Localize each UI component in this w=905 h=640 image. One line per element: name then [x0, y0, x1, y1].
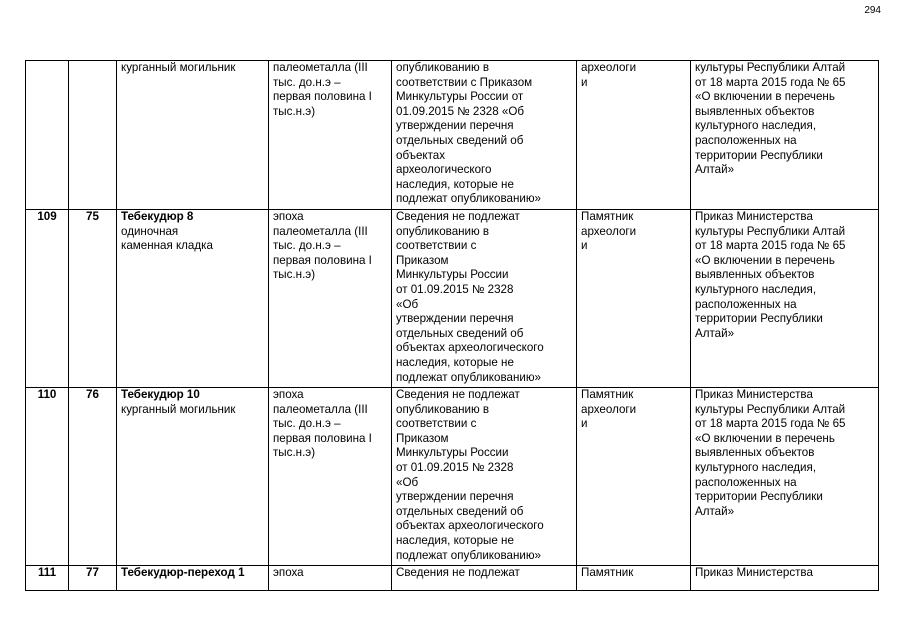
publication-cell: Сведения не подлежат [392, 566, 577, 591]
category-cell: Памятник [577, 566, 691, 591]
heritage-table [25, 60, 879, 591]
publication-cell: Сведения не подлежат опубликованию в соответствии с Приказом Минкультуры России от 01.09.2015 № 2328 «Об утверждении перечня отдельных сведений об объектах археологического наследия, которые не подлежат опубликованию» [392, 388, 577, 566]
object-name: Тебекудюр-переход 1 [121, 566, 245, 579]
category-cell: археологи и [577, 61, 691, 210]
category-cell: Памятник археологи и [577, 210, 691, 388]
document-cell: Приказ Министерства культуры Республики Алтай от 18 марта 2015 года № 65 «О включении в перечень выявленных объектов культурного наследия, расположенных на территории Республики Алтай» [691, 210, 879, 388]
publication-cell: Сведения не подлежат опубликованию в соответствии с Приказом Минкультуры России от 01.09.2015 № 2328 «Об утверждении перечня отдельных сведений об объектах археологического наследия, которые не подлежат опубликованию» [392, 210, 577, 388]
row-sub-number: 77 [69, 566, 117, 591]
row-number: 110 [26, 388, 69, 566]
table-row [26, 566, 879, 591]
table-row [26, 61, 879, 210]
dating-cell: эпоха палеометалла (III тыс. до.н.э – первая половина I тыс.н.э) [269, 388, 392, 566]
dating-cell: эпоха [269, 566, 392, 591]
category-cell: Памятник археологи и [577, 388, 691, 566]
object-name: Тебекудюр 8 [121, 210, 194, 223]
row-sub-number: 76 [69, 388, 117, 566]
row-number: 109 [26, 210, 69, 388]
object-name-cell [117, 388, 269, 566]
row-number [26, 61, 69, 210]
document-cell: Приказ Министерства культуры Республики Алтай от 18 марта 2015 года № 65 «О включении в перечень выявленных объектов культурного наследия, расположенных на территории Республики Алтай» [691, 388, 879, 566]
row-number: 111 [26, 566, 69, 591]
publication-cell: опубликованию в соответствии с Приказом Минкультуры России от 01.09.2015 № 2328 «Об утверждении перечня отдельных сведений об объектах археологического наследия, которые не подлежат опубликованию» [392, 61, 577, 210]
row-sub-number [69, 61, 117, 210]
table-row [26, 388, 879, 566]
document-cell: культуры Республики Алтай от 18 марта 2015 года № 65 «О включении в перечень выявленных объектов культурного наследия, расположенных на территории Республики Алтай» [691, 61, 879, 210]
dating-cell: палеометалла (III тыс. до.н.э – первая половина I тыс.н.э) [269, 61, 392, 210]
row-sub-number: 75 [69, 210, 117, 388]
document-cell: Приказ Министерства [691, 566, 879, 591]
object-name-cell [117, 566, 269, 591]
object-name-cell [117, 210, 269, 388]
object-description: курганный могильник [121, 61, 236, 74]
object-description: курганный могильник [121, 402, 236, 416]
object-name-cell [117, 61, 269, 210]
object-name: Тебекудюр 10 [121, 388, 200, 401]
page-number: 294 [864, 5, 881, 16]
object-description: одиночная каменная кладка [121, 224, 213, 253]
table-row [26, 210, 879, 388]
dating-cell: эпоха палеометалла (III тыс. до.н.э – первая половина I тыс.н.э) [269, 210, 392, 388]
table-body [26, 61, 879, 591]
